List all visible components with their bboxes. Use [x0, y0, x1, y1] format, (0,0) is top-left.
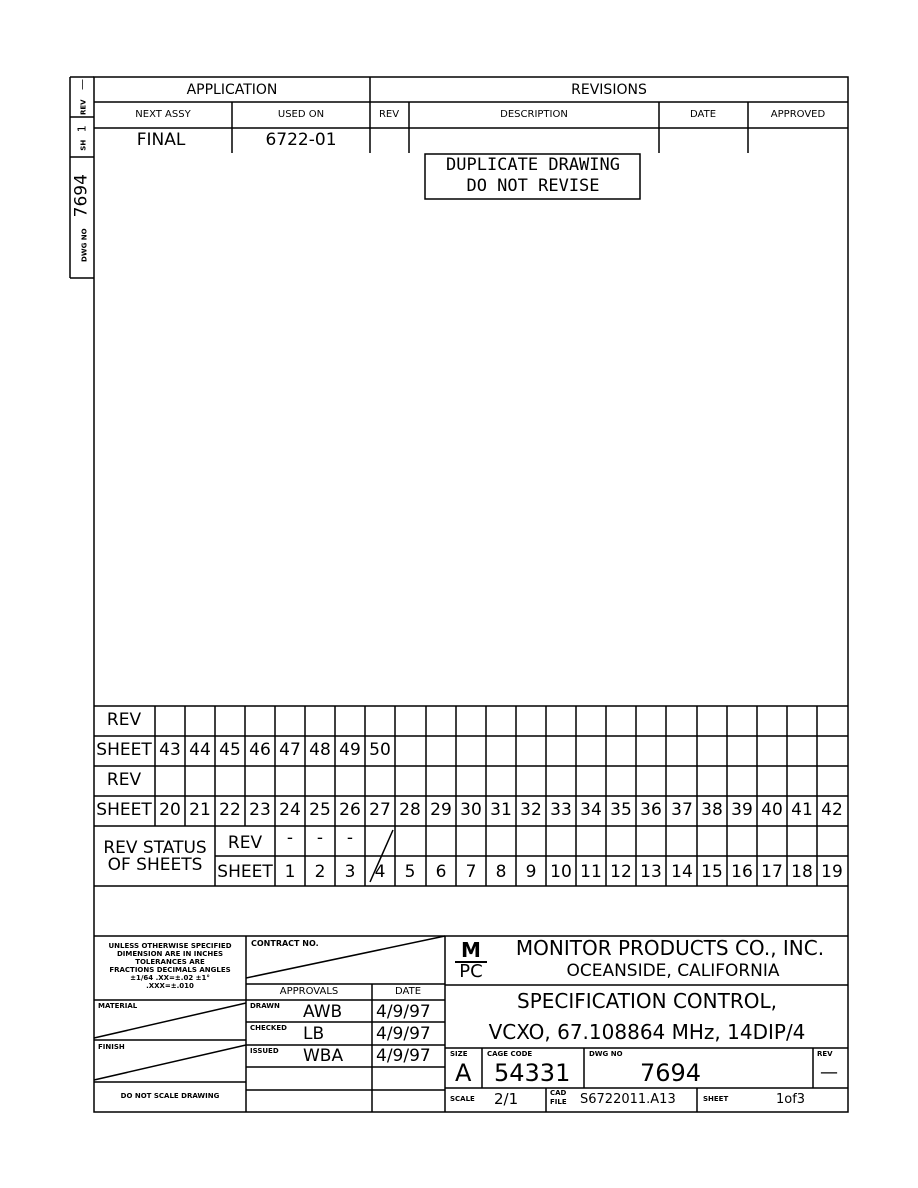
approvals-label: APPROVALS	[279, 986, 339, 997]
sheet-cell: 4	[374, 862, 386, 882]
revisions-heading: REVISIONS	[571, 82, 647, 98]
sheet-cell: 16	[731, 862, 753, 882]
scale-value: 2/1	[494, 1090, 519, 1108]
side-sheet	[77, 125, 88, 150]
issued-date: 4/9/97	[376, 1046, 431, 1066]
rev-heading: REV	[378, 109, 400, 120]
sheet-cell: 32	[520, 800, 542, 820]
tolerance-line: .XXX=±.010	[146, 982, 194, 990]
rev-cell: -	[286, 828, 294, 848]
side-sh-label: SH	[79, 139, 88, 151]
sheet-cell: 38	[701, 800, 723, 820]
checked-value: LB	[303, 1024, 325, 1044]
sheet-cell: 36	[640, 800, 662, 820]
company-name: MONITOR PRODUCTS CO., INC.	[515, 936, 825, 960]
tolerance-line: DIMENSION ARE IN INCHES	[116, 950, 224, 958]
cage-code-value: 54331	[494, 1059, 571, 1087]
side-dwg-value: 7694	[71, 174, 92, 218]
finish-label: FINISH	[98, 1043, 125, 1051]
sheet-cell: 11	[580, 862, 602, 882]
company-logo-top: M	[461, 938, 481, 962]
sheet-cell: 14	[671, 862, 693, 882]
sheet-cell: 47	[279, 740, 301, 760]
sheet-cell: 18	[791, 862, 813, 882]
sheet-cell: 1	[284, 862, 296, 882]
rev-row-1-label: REV	[106, 710, 142, 730]
company-location: OCEANSIDE, CALIFORNIA	[566, 961, 780, 981]
description-heading: DESCRIPTION	[500, 109, 568, 120]
drawn-date: 4/9/97	[376, 1002, 431, 1022]
sheet-cell: 46	[249, 740, 271, 760]
sheet-cell: 24	[279, 800, 301, 820]
sheet-cell: 3	[344, 862, 356, 882]
rev-cell: -	[346, 828, 354, 848]
rev-label: REV	[817, 1050, 833, 1058]
sheet-cell: 33	[550, 800, 572, 820]
rev-row-2-label: REV	[106, 770, 142, 790]
drawing-title-line-2: VCXO, 67.108864 MHz, 14DIP/4	[488, 1020, 806, 1044]
date-heading: DATE	[689, 109, 717, 120]
do-not-scale-note: DO NOT SCALE DRAWING	[120, 1092, 220, 1100]
sheet-cell: 8	[495, 862, 507, 882]
sheet-cell: 23	[249, 800, 271, 820]
side-dwg-no	[71, 174, 92, 262]
checked-label: CHECKED	[250, 1024, 287, 1032]
application-heading: APPLICATION	[186, 82, 278, 98]
sheet-cell: 21	[189, 800, 211, 820]
sheet-cell: 48	[309, 740, 331, 760]
side-dwg-label: DWG NO	[80, 228, 89, 262]
rev-status-label-2: OF SHEETS	[107, 855, 203, 875]
sheet-cell: 40	[761, 800, 783, 820]
sheet-cell: 17	[761, 862, 783, 882]
sheet-cell: 35	[610, 800, 632, 820]
sheet-cell: 13	[640, 862, 662, 882]
rev-value: —	[820, 1062, 838, 1083]
sheet-row-3-label: SHEET	[217, 862, 273, 882]
cad-label-2: FILE	[550, 1098, 567, 1106]
dwg-no-label: DWG NO	[589, 1050, 623, 1058]
approved-heading: APPROVED	[770, 109, 826, 120]
sheet-cell: 22	[219, 800, 241, 820]
cage-code-label: CAGE CODE	[487, 1050, 533, 1058]
sheet-cell: 2	[314, 862, 326, 882]
sheet-cell: 31	[490, 800, 512, 820]
tolerance-line: ±1/64 .XX=±.02 ±1°	[130, 974, 210, 982]
stamp-line-2: DO NOT REVISE	[466, 176, 600, 196]
side-rev	[77, 79, 88, 115]
sheet-cell: 26	[339, 800, 361, 820]
next-assy-value: FINAL	[136, 130, 186, 150]
sheet-cell: 12	[610, 862, 632, 882]
used-on-value: 6722-01	[265, 130, 337, 150]
sheet-cell: 45	[219, 740, 241, 760]
material-label: MATERIAL	[98, 1002, 138, 1010]
used-on-heading: USED ON	[277, 109, 325, 120]
sheet-cell: 29	[430, 800, 452, 820]
scale-label: SCALE	[450, 1095, 475, 1103]
side-rev-label: REV	[79, 99, 88, 116]
sheet-cell: 30	[460, 800, 482, 820]
rev-row-3-label: REV	[227, 833, 263, 853]
side-rev-value: —	[75, 78, 89, 90]
sheet-cell: 9	[525, 862, 537, 882]
sheet-cell: 50	[369, 740, 391, 760]
checked-date: 4/9/97	[376, 1024, 431, 1044]
stamp-line-1: DUPLICATE DRAWING	[446, 155, 620, 175]
sheet-cell: 49	[339, 740, 361, 760]
sheet-cell: 41	[791, 800, 813, 820]
sheet-cell: 34	[580, 800, 602, 820]
rev-cell: -	[316, 828, 324, 848]
sheet-cell: 7	[465, 862, 477, 882]
size-label: SIZE	[450, 1050, 468, 1058]
rev-status-label-1: REV STATUS	[103, 838, 207, 858]
sheet-cell: 25	[309, 800, 331, 820]
sheet-cell: 39	[731, 800, 753, 820]
issued-value: WBA	[303, 1046, 344, 1066]
sheet-label: SHEET	[703, 1095, 729, 1103]
drawn-value: AWB	[303, 1002, 343, 1022]
sheet-row-1-label: SHEET	[96, 740, 152, 760]
side-sh-value: 1	[75, 125, 89, 133]
sheet-cell: 27	[369, 800, 391, 820]
sheet-cell: 42	[821, 800, 843, 820]
sheet-cell: 20	[159, 800, 181, 820]
sheet-cell: 6	[435, 862, 447, 882]
sheet-cell: 43	[159, 740, 181, 760]
tolerance-line: FRACTIONS DECIMALS ANGLES	[109, 966, 231, 974]
issued-label: ISSUED	[250, 1047, 279, 1055]
sheet-cell: 19	[821, 862, 843, 882]
sheet-cell: 10	[550, 862, 572, 882]
sheet-cell: 28	[399, 800, 421, 820]
cad-file-value: S6722011.A13	[580, 1092, 676, 1107]
sheet-row-2-label: SHEET	[96, 800, 152, 820]
drawn-label: DRAWN	[250, 1002, 280, 1010]
sheet-cell: 37	[671, 800, 693, 820]
sheet-value: 1of3	[776, 1092, 806, 1107]
cad-label-1: CAD	[550, 1089, 567, 1097]
tolerance-line: TOLERANCES ARE	[135, 958, 205, 966]
next-assy-heading: NEXT ASSY	[135, 109, 191, 120]
date-label: DATE	[394, 986, 422, 997]
tolerance-line: UNLESS OTHERWISE SPECIFIED	[108, 942, 232, 950]
sheet-cell: 44	[189, 740, 211, 760]
size-value: A	[455, 1059, 472, 1087]
dwg-no-value: 7694	[640, 1059, 702, 1087]
company-logo-bottom: PC	[459, 961, 483, 982]
drawing-title-line-1: SPECIFICATION CONTROL,	[517, 989, 777, 1013]
contract-no-label: CONTRACT NO.	[251, 939, 319, 948]
sheet-cell: 5	[404, 862, 416, 882]
sheet-cell: 15	[701, 862, 723, 882]
